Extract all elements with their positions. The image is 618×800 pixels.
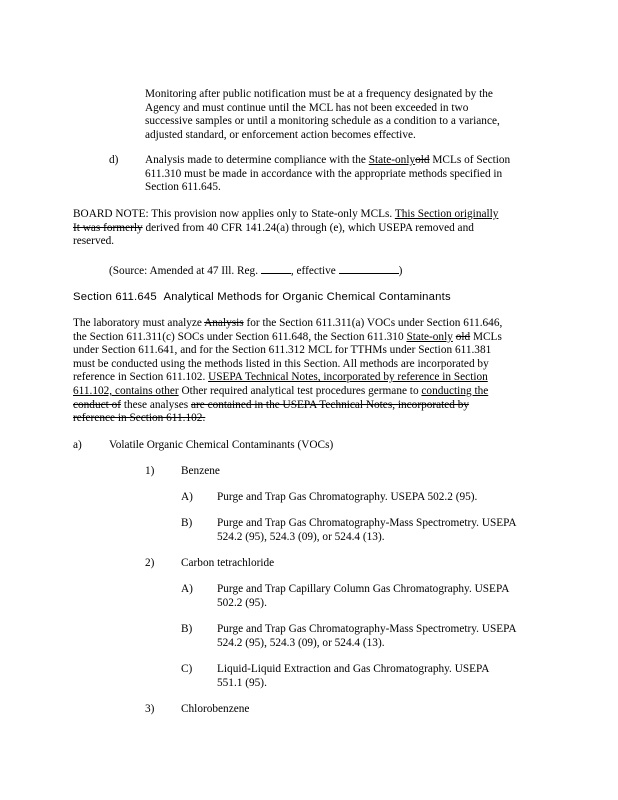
section-number: Section 611.645 (73, 291, 157, 303)
item-d-label: d) (109, 154, 119, 166)
text-run: derived from 40 CFR 141.24(a) through (e), which USEPA removed and (142, 221, 474, 234)
method-text (217, 663, 489, 690)
method-text (217, 517, 517, 544)
method-line: Purge and Trap Capillary Column Gas Chromatography. USEPA (217, 583, 510, 595)
inserted-text: State-only (368, 154, 416, 166)
method-text (217, 491, 477, 505)
paragraph-line: Monitoring after public notification must be at a frequency designated by the (145, 88, 493, 100)
subsection-a-label: a) (73, 439, 82, 451)
method-line: Liquid-Liquid Extraction and Gas Chromatography. USEPA (217, 663, 490, 675)
paragraph-line: successive samples or until a monitoring schedule as a condition to a variance, (145, 115, 500, 128)
text-run: MCLs (470, 330, 502, 343)
inserted-text: USEPA Technical Notes, incorporated by reference in Section (208, 371, 488, 384)
section-heading (73, 291, 451, 305)
text-run: the Section 611.311(c) SOCs under Section 611.648, the Section 611.310 (73, 330, 407, 343)
board-note (73, 208, 498, 249)
inserted-text: 611.102, contains other (73, 384, 179, 397)
paragraph-line: adjusted standard, or enforcement action becomes effective. (145, 128, 416, 141)
method-line: Purge and Trap Gas Chromatography. USEPA 502.2 (95). (217, 491, 478, 503)
method-line: Purge and Trap Gas Chromatography-Mass Spectrometry. USEPA (217, 517, 517, 529)
item-number: 3) (145, 703, 155, 715)
text-run: Other required analytical test procedures germane to (178, 384, 422, 397)
paragraph-line (73, 317, 502, 331)
deleted-text: conduct of (73, 398, 121, 411)
blank-line (339, 262, 399, 274)
method-line: Purge and Trap Gas Chromatography-Mass Spectrometry. USEPA (217, 623, 517, 635)
text-run: reference in Section 611.102. (73, 371, 209, 384)
method-label: A) (181, 491, 193, 503)
method-label: A) (181, 583, 193, 595)
paragraph-line: 611.310 must be made in accordance with the appropriate methods specified in (145, 167, 503, 180)
method-line: 524.2 (95), 524.3 (09), or 524.4 (13). (217, 636, 385, 649)
text-run: MCLs of Section (429, 154, 511, 166)
paragraph-line: Agency and must continue until the MCL has not been exceeded in two (145, 101, 469, 114)
method-line: 551.1 (95). (217, 676, 267, 689)
text-run: , effective (290, 265, 339, 277)
deleted-text: reference in Section 611.102. (73, 412, 206, 425)
method-label: B) (181, 623, 193, 635)
section-title: Analytical Methods for Organic Chemical Contaminants (163, 291, 451, 303)
method-line: 524.2 (95), 524.3 (09), or 524.4 (13). (217, 530, 385, 543)
paragraph-line (73, 371, 502, 385)
paragraph-line: reserved. (73, 235, 115, 248)
text-run: The laboratory must analyze (73, 317, 205, 329)
paragraph-line: Section 611.645. (145, 181, 221, 194)
chemical-name: Benzene (181, 465, 220, 477)
text-run: for the Section 611.311(a) VOCs under Section 611.646, (243, 317, 503, 329)
blank-line (261, 262, 291, 274)
text-run: BOARD NOTE: This provision now applies only to State-only MCLs. (73, 208, 395, 220)
text-run: ) (398, 265, 403, 277)
deleted-text: old (455, 330, 471, 343)
item-number: 1) (145, 465, 155, 477)
text-run: these analyses (121, 398, 191, 411)
paragraph-line (73, 412, 502, 426)
paragraph-line (73, 331, 502, 345)
intro-paragraph (73, 317, 502, 426)
chemical-name: Carbon tetrachloride (181, 557, 275, 569)
item-d-text (145, 154, 510, 195)
inserted-text: State-only (406, 330, 453, 343)
paragraph-line: under Section 611.641, and for the Section 611.312 MCL for TTHMs under Section 611.381 (73, 344, 492, 357)
deleted-text: old (415, 154, 430, 166)
paragraph-line: must be conducted using the methods listed in this Section. All methods are incorporated by (73, 357, 489, 370)
paragraph-line (73, 399, 502, 413)
text-run: Analysis made to determine compliance with the (145, 154, 369, 166)
deleted-text: It was formerly (73, 221, 143, 234)
paragraph-line (73, 385, 502, 399)
method-label: B) (181, 517, 193, 529)
item-number: 2) (145, 557, 155, 569)
source-note (109, 262, 402, 279)
text-run: (Source: Amended at 47 Ill. Reg. (109, 265, 261, 277)
method-label: C) (181, 663, 193, 675)
subsection-a-title: Volatile Organic Chemical Contaminants (VOCs) (109, 439, 334, 451)
deleted-text: are contained in the USEPA Technical Notes, incorporated by (190, 398, 470, 411)
paragraph-line (145, 154, 510, 168)
method-line: 502.2 (95). (217, 596, 267, 609)
deleted-text: Analysis (204, 317, 244, 329)
chemical-name: Chlorobenzene (181, 703, 250, 715)
inserted-text: conducting the (421, 384, 489, 397)
method-text (217, 623, 517, 650)
method-text (217, 583, 509, 610)
paragraph-line (73, 222, 498, 236)
monitoring-paragraph (145, 88, 500, 142)
paragraph-line (73, 208, 498, 222)
inserted-text: This Section originally (394, 208, 499, 220)
